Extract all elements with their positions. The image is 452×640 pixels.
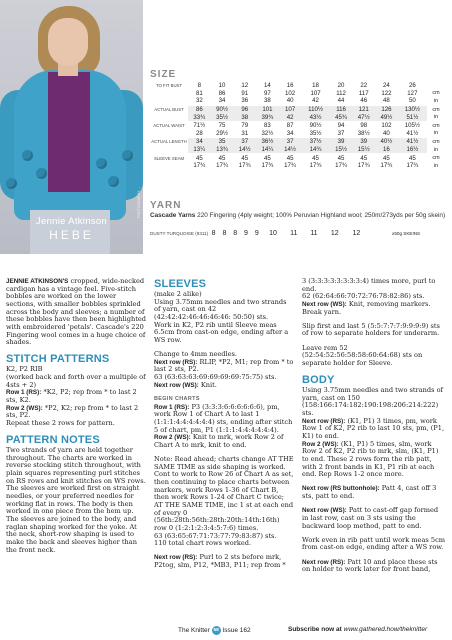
size-cell: 15½ [330, 146, 353, 154]
size-row-label [150, 162, 188, 170]
size-cell: 45 [360, 154, 368, 162]
size-unit [427, 81, 445, 89]
size-cell: 107 [310, 89, 321, 97]
size-cell: 40 [279, 97, 302, 105]
stitch-name: K2, P2 RIB [6, 365, 43, 374]
size-cell: 47½ [352, 113, 375, 121]
footer-page [178, 626, 251, 635]
size-cell: 14½ [279, 146, 302, 154]
size-cell: 16½ [398, 146, 427, 154]
bobble [96, 158, 107, 169]
size-row-label: ACTUAL WAIST [153, 123, 185, 129]
size-unit: cm [432, 90, 440, 97]
body-rib-even: Work even in rib patt until work meas 5cm from cast-on edge, ending after a WS row. [302, 535, 446, 552]
column-sleeves [154, 278, 294, 570]
size-cell: 45 [195, 154, 203, 162]
sleeves-cast-on: Using 3.75mm needles and two strands of yarn, cast on 42 (42:42:42:46:46:46:46: 50:50) sts. [154, 297, 287, 321]
size-cell: 45 [241, 154, 249, 162]
size-cell: 37 [330, 130, 353, 138]
size-cell: 17¾ [193, 162, 206, 170]
size-cell: 26 [408, 81, 416, 89]
size-cell: 20 [337, 81, 345, 89]
size-cell: 22 [360, 81, 368, 89]
yarn-quantity: 11 [290, 230, 298, 237]
sleeves-count: 63 (63:63:63:69:69:69:69:75:75) sts. [154, 373, 277, 382]
size-cell: 94 [337, 122, 345, 130]
intro-body: cropped, wide-necked cardigan has a vintage feel. Five-stitch bobbles are worked on the lower sections, with smaller bobbles sprinkled across the body and sleeves; a number of these bobbles have then been highlighted with embroidered 'petals'. Cascade's 220 Fingering wool comes in a huge choice of shades. [6, 277, 146, 347]
size-cell: 117 [358, 89, 369, 97]
size-cell: 13¼ [188, 146, 211, 154]
sleeves-change-needles: Change to 4mm needles. [154, 350, 237, 359]
size-cell: 34 [211, 97, 234, 105]
yarn-quantity: 12 [330, 230, 339, 237]
size-cell: 87 [286, 122, 294, 130]
size-cell: 49½ [375, 113, 398, 121]
size-cell: 40 [375, 130, 398, 138]
size-cell: 116 [330, 105, 353, 113]
sleeves-ws-row: Next row (WS): Knit. [154, 380, 217, 389]
magazine-name: The Knitter [178, 627, 210, 635]
size-unit: in [427, 113, 445, 121]
yarn-heading: YARN [150, 200, 182, 211]
size-cell: 102 [285, 89, 296, 97]
size-cell: 43½ [301, 113, 329, 121]
size-cell: 86 [188, 105, 211, 113]
size-row-label: TO FIT BUST [155, 82, 183, 88]
size-cell: 79 [241, 122, 249, 130]
size-cell: 98 [360, 122, 368, 130]
size-cell: 29½ [211, 130, 234, 138]
body-heading: BODY [302, 374, 335, 387]
size-cell: 46 [352, 97, 375, 105]
size-cell: 130½ [398, 105, 427, 113]
size-cell: 101 [256, 105, 279, 113]
size-cell: 105½ [404, 122, 420, 130]
column-body [302, 278, 446, 574]
size-row-label [150, 97, 188, 105]
size-cell: 32 [188, 97, 211, 105]
size-cell: 50 [398, 97, 427, 105]
page-footer [0, 624, 452, 636]
size-cell: 107 [279, 105, 302, 113]
size-cell: 39 [352, 138, 375, 146]
yarn-spec: 220 Fingering (4ply weight; 100% Peruvian Highland wool; 250m/273yds per 50g skein) [195, 212, 446, 219]
sleeves-inc-row: Next row (RS): RLIP, *P2, M1; rep from * to last 2 sts, P2. [154, 357, 294, 374]
cardigan-photo [0, 0, 143, 254]
yarn-description [150, 212, 446, 220]
size-cell: 38 [233, 113, 256, 121]
size-unit: in [427, 146, 445, 154]
size-cell: 13¾ [211, 146, 234, 154]
size-cell: 48 [375, 97, 398, 105]
size-cell: 40½ [375, 138, 398, 146]
size-unit: cm [432, 155, 440, 162]
size-cell: 15½ [352, 146, 375, 154]
size-cell: 41½ [398, 138, 427, 146]
size-cell: 102 [381, 122, 392, 130]
size-unit: in [427, 130, 445, 138]
size-cell: 121 [352, 105, 375, 113]
yarn-quantity: 8 [222, 230, 227, 237]
column-intro [6, 278, 146, 554]
size-cell: 45 [264, 154, 271, 162]
size-cell: 75 [218, 122, 226, 130]
body-row-2: Row 2 (WS): (K1, P1) 5 times, slm, work Row 2 of K2, P2 rib to mrk, slm, (K1, P1) to end. These 2 rows form the rib patt, with 2 front bands in K1, P1 rib at each end. Rep Rows 1-2 once more. [302, 439, 439, 479]
model-face [48, 18, 88, 66]
size-cell: 28 [188, 130, 211, 138]
size-cell: 37 [233, 138, 256, 146]
stitch-note: (worked back and forth over a multiple of 4sts + 2) [6, 373, 146, 389]
sleeves-ws-knit: Next row (WS): Knit, removing markers. Break yarn. [302, 299, 431, 316]
size-cell: 71½ [193, 122, 206, 130]
size-cell: 36½ [256, 138, 279, 146]
size-cell: 86 [218, 89, 226, 97]
sleeves-heading: SLEEVES [154, 278, 207, 290]
size-cell: 17¾ [406, 162, 419, 170]
size-cell: 45 [337, 154, 345, 162]
size-cell: 16 [286, 81, 294, 89]
issue-number: Issue 162 [222, 627, 251, 635]
buttonhole-row: Next row (RS buttonhole): Patt 4, cast off 3 sts, patt to end. [302, 484, 437, 501]
charts-row-1: Row 1 (RS): P3 (3:3:3:6:6:6:6:6:6), pm, work Row 1 of Chart A to last 1 (1:1:1:4:4:4:4:4:4) sts, ending after stitch 5 of chart, pm, P1 (1:1:1:4:4:4:4:4:4). [154, 402, 293, 434]
sleeve-holder: Leave rem 52 (52:54:52:56:58:58:60:64:68) sts on separate holder for Sleeve. [302, 343, 423, 367]
size-cell: 39¾ [256, 113, 279, 121]
designer-block [0, 216, 143, 242]
sleeves-count-2: 62 (62:64:66:70:72:76:78:82:86) sts. [302, 292, 425, 301]
size-cell: 37½ [301, 138, 329, 146]
size-cell: 127 [407, 89, 418, 97]
size-row-label: ACTUAL BUST [154, 107, 184, 113]
size-unit: in [427, 97, 445, 105]
size-cell: 34 [188, 138, 211, 146]
sleeves-bobble-row: Next row (RS): Purl to 2 sts before mrk, P2tog, slm, P12, *MB3, P11; rep from * [154, 553, 286, 569]
size-cell: 17¾ [309, 162, 322, 170]
yarn-quantity: 12 [352, 230, 361, 237]
size-unit: cm [432, 122, 440, 129]
size-table [150, 81, 445, 170]
rib-row-1: Row 1 (RS): *K2, P2; rep from * to last 2 sts, K2. [6, 388, 137, 405]
size-cell: 14 [264, 81, 271, 89]
size-cell: 42 [301, 97, 329, 105]
size-cell: 33¾ [188, 113, 211, 121]
size-cell: 17¾ [335, 162, 347, 170]
size-cell: 35 [211, 138, 234, 146]
pattern-notes-heading: PATTERN NOTES [6, 434, 100, 447]
size-cell: 51½ [398, 113, 427, 121]
size-unit: in [433, 162, 439, 169]
size-cell: 18 [312, 81, 319, 89]
designer-name: Jennie Atkinson [35, 216, 108, 227]
size-cell: 42 [279, 113, 302, 121]
body-row-1: Next row (RS): (K1, P1) 3 times, pm, work Row 1 of K2, P2 rib to last 10 sts, pm, (P1, K1) to end. [302, 416, 445, 440]
yarn-quantity: 11 [310, 230, 318, 237]
rib-row-2: Row 2 (WS): *P2, K2; rep from * to last 2 sts, P2. [6, 403, 139, 420]
size-row-label [150, 146, 188, 154]
bobble [108, 176, 119, 187]
size-cell: 45¾ [330, 113, 353, 121]
charts-row-2: Row 2 (WS): Knit to mrk, work Row 2 of Chart A to mrk, knit to end. [154, 433, 284, 449]
size-cell: 10 [218, 81, 226, 89]
bobble [36, 168, 47, 179]
size-row-label [150, 89, 188, 97]
size-cell: 45 [408, 154, 416, 162]
size-cell: 17¾ [357, 162, 370, 170]
size-cell: 83 [264, 122, 271, 130]
size-cell: 35½ [211, 113, 234, 121]
sleeves-make: (make 2 alike) [154, 290, 202, 298]
size-row-label [150, 113, 188, 121]
size-cell: 45 [312, 154, 319, 162]
size-cell: 14¾ [301, 146, 329, 154]
size-cell: 41½ [398, 130, 427, 138]
intro-text [6, 278, 146, 347]
size-cell: 14¼ [256, 146, 279, 154]
size-cell: 32½ [256, 130, 279, 138]
size-cell: 16 [375, 146, 398, 154]
size-cell: 38 [256, 97, 279, 105]
size-cell: 17¾ [216, 162, 228, 170]
size-unit: cm [432, 106, 440, 113]
size-cell: 17¾ [238, 162, 251, 170]
body-cast-on: Using 3.75mm needles and two strands of yarn, cast on 150 (158:166:174:182:190:198:206:214:222) sts. [302, 386, 443, 418]
size-cell: 8 [197, 81, 202, 89]
charts-count: 63 (63:65:67:71:73:77:79:83:87) sts. [154, 531, 277, 540]
yarn-unit: x50g SKEINS [392, 231, 421, 236]
yarn-row-label: DUSTY TURQUOISE (9311) [150, 231, 209, 236]
size-cell: 110½ [301, 105, 329, 113]
size-cell: 24 [383, 81, 390, 89]
stitch-patterns-heading: STITCH PATTERNS [6, 353, 110, 366]
size-cell: 31 [233, 130, 256, 138]
charts-note: Note: Read ahead; charts change AT THE SAME TIME as side shaping is worked. Cont to work to Row 26 of Chart A as set, then continuing to place charts between markers, work Rows 1-36 of Chart B, then work Rows 1-24 of Chart C twice; AT THE SAME TIME, inc 1 st at each end of every 0 (56th:28th:56th:28th:20th:14th:16th) row 0 (1:2:1:2:3:4:5:7:6) times. [154, 454, 294, 532]
yarn-brand: Cascade Yarns [150, 212, 196, 219]
size-cell: 14½ [233, 146, 256, 154]
size-row-label: SLEEVE SEAM [153, 155, 185, 161]
charts-total: 110 total chart rows worked. [154, 539, 252, 548]
size-cell: 97 [264, 89, 271, 97]
size-cell: 90½ [211, 105, 234, 113]
size-cell: 17¾ [284, 162, 297, 170]
size-cell: 37 [279, 138, 302, 146]
size-cell: 112 [336, 89, 346, 97]
size-cell: 34 [279, 130, 302, 138]
size-cell: 126 [375, 105, 398, 113]
underarm-slip: Slip first and last 5 (5:5:7:7:7:9:9:9:9) sts of row to separate holders for underarm. [302, 321, 440, 338]
size-row-label: ACTUAL LENGTH [151, 139, 187, 145]
buttonhole-ws: Next row (WS): Patt to cast-off gap formed in last row, cast on 3 sts using the backward loop method, patt to end. [302, 506, 439, 530]
photo-credit: PHOTOGRAPHY: ... [137, 186, 141, 218]
size-cell: 17¾ [261, 162, 274, 170]
yarn-quantity: 10 [269, 230, 277, 237]
page-number: 58 [213, 628, 219, 633]
size-cell: 45 [218, 154, 226, 162]
size-cell: 45 [383, 154, 390, 162]
size-unit: cm [432, 138, 440, 145]
size-cell: 12 [241, 81, 249, 89]
bobble [6, 178, 17, 189]
size-cell: 122 [381, 89, 392, 97]
size-cell: 36 [233, 97, 256, 105]
yarn-quantity: 8 [233, 230, 238, 237]
size-cell: 45 [286, 154, 294, 162]
sleeves-rib: Work in K2, P2 rib until Sleeve meas 6.5cm from cast-on edge, ending after a WS row. [154, 320, 289, 344]
front-band-row: Next row (RS): Patt 10 and place these sts on holder to work later for front band, [302, 557, 438, 574]
purple-top [48, 72, 90, 192]
intro-designer: JENNIE ATKINSON'S [6, 278, 69, 285]
pattern-name: HEBE [49, 228, 94, 242]
size-heading: SIZE [150, 69, 177, 80]
yarn-quantity: 9 [244, 230, 248, 237]
size-cell: 17¾ [380, 162, 393, 170]
bobble [22, 150, 33, 161]
size-cell: 90½ [309, 122, 322, 130]
rib-repeat: Repeat these 2 rows for pattern. [6, 419, 115, 427]
yarn-table [150, 230, 445, 237]
size-cell: 44 [330, 97, 353, 105]
size-cell: 96 [233, 105, 256, 113]
pattern-notes: Two strands of yarn are held together throughout. The charts are worked in reverse stocking stitch throughout, with plain squares representing purl stitches on RS rows and knit stitches on WS rows. The sleeves are worked first on straight needles, or your preferred needles for working flat in rows. The body is then worked in one piece from the hem up. The sleeves are joined to the body, and raglan shaping worked for the yoke. At the neck, short-row shaping is used to make the back and sleeves higher than the front neck. [6, 446, 146, 554]
subscribe-link[interactable]: www.gathered.how/theknitter [343, 626, 428, 633]
size-cell: 39 [330, 138, 353, 146]
size-row-label [150, 130, 188, 138]
yarn-quantity: 8 [211, 230, 216, 237]
bobble [122, 150, 133, 161]
size-cell: 38½ [352, 130, 375, 138]
size-cell: 35½ [301, 130, 329, 138]
size-cell: 91 [241, 89, 249, 97]
sleeves-cont: 3 (3:3:3:3:3:3:3:3:4) times more, purl to end. [302, 277, 436, 293]
begin-charts-heading: BEGIN CHARTS [154, 395, 200, 402]
size-cell: 81 [195, 89, 203, 97]
footer-subscribe: Subscribe now at www.gathered.how/theknitter [288, 626, 428, 633]
yarn-quantity: 9 [254, 230, 259, 237]
